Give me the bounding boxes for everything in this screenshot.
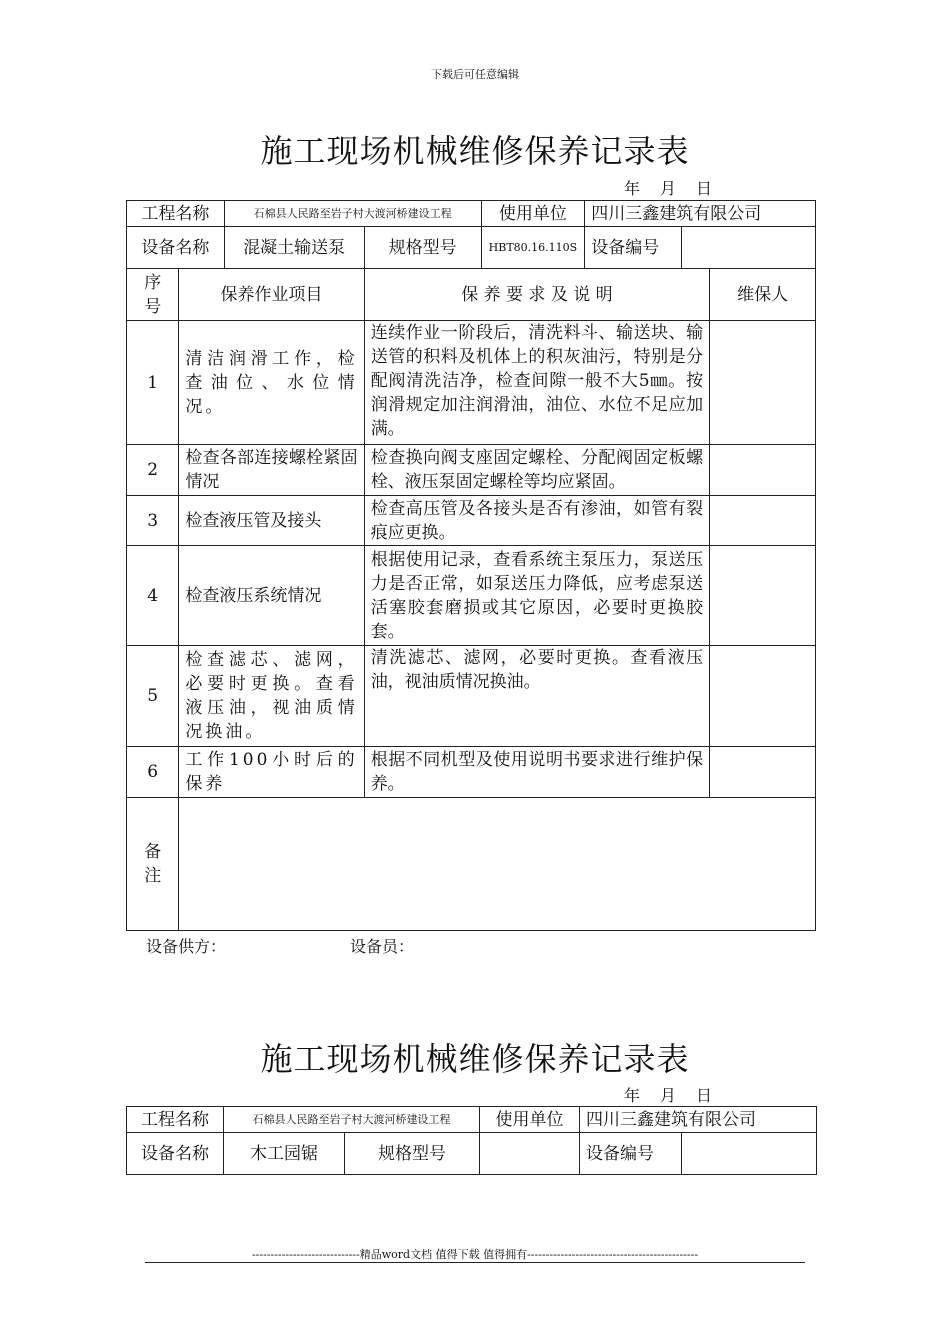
seq-header: 序号 [127,269,179,321]
table-row [127,646,816,747]
row-maintainer[interactable] [710,321,816,445]
form2-equipment-row [127,1133,817,1175]
model-label: 规格型号 [364,227,481,269]
row-item: 检查各部连接螺栓紧固情况 [179,445,364,496]
remark-value[interactable] [179,798,816,931]
remark-label: 备注 [127,798,179,931]
table-row [127,747,816,798]
equipment-label: 设备名称 [127,1133,224,1175]
equipment-value[interactable]: 木工园锯 [224,1133,345,1175]
form2-project-row [127,1107,817,1133]
row-maintainer[interactable] [710,546,816,646]
row-maintainer[interactable] [710,445,816,496]
number-label: 设备编号 [585,227,682,269]
row-seq: 1 [127,321,179,445]
form1-date-label: 年 月 日 [624,179,715,198]
footer-text: -----------------------------精品word文档 值得下载 值得拥有---------------------------------------------- [251,1248,699,1261]
unit-value[interactable]: 四川三鑫建筑有限公司 [580,1107,817,1133]
row-seq: 6 [127,747,179,798]
table-row [127,546,816,646]
number-value[interactable] [681,227,815,269]
row-seq: 3 [127,496,179,546]
equipment-label: 设备名称 [127,227,225,269]
model-value[interactable]: HBT80.16.110S [481,227,585,269]
form1-table [126,200,816,931]
table-row [127,321,816,445]
item-header: 保养作业项目 [179,269,364,321]
supplier-label: 设备供方： [146,937,227,956]
form1-project-row [127,201,816,227]
row-requirement: 检查高压管及各接头是否有渗油，如管有裂痕应更换。 [364,496,709,546]
row-item: 工作100小时后的保养 [179,747,364,798]
form2-title: 施工现场机械维修保养记录表 [260,1040,690,1078]
row-maintainer[interactable] [710,747,816,798]
form1-title: 施工现场机械维修保养记录表 [260,132,690,170]
row-item: 检查滤芯、滤网，必要时更换。查看液压油，视油质情况换油。 [179,646,364,747]
row-requirement: 清洗滤芯、滤网，必要时更换。查看液压油，视油质情况换油。 [364,646,709,747]
row-seq: 2 [127,445,179,496]
project-value[interactable]: 石棉县人民路至岩子村大渡河桥建设工程 [224,1107,480,1133]
number-value[interactable] [682,1133,817,1175]
operator-label: 设备员： [350,937,415,956]
row-requirement: 连续作业一阶段后，清洗料斗、输送块、输送管的积料及机体上的积灰油污，特别是分配阀清洗洁净，检查间隙一般不大5㎜。按润滑规定加注润滑油，油位、水位不足应加满。 [364,321,709,445]
row-item: 检查液压管及接头 [179,496,364,546]
maintainer-header: 维保人 [710,269,816,321]
table-row [127,496,816,546]
row-requirement: 根据使用记录，查看系统主泵压力，泵送压力是否正常，如泵送压力降低，应考虑泵送活塞胶套磨损或其它原因，必要时更换胶套。 [364,546,709,646]
model-label: 规格型号 [345,1133,480,1175]
unit-value[interactable]: 四川三鑫建筑有限公司 [585,201,816,227]
row-requirement: 检查换向阀支座固定螺栓、分配阀固定板螺栓、液压泵固定螺栓等均应紧固。 [364,445,709,496]
form1-equipment-row [127,227,816,269]
form2-table [126,1106,817,1175]
row-seq: 5 [127,646,179,747]
project-label: 工程名称 [127,1107,224,1133]
row-item: 检查液压系统情况 [179,546,364,646]
project-label: 工程名称 [127,201,225,227]
unit-label: 使用单位 [481,201,585,227]
row-requirement: 根据不同机型及使用说明书要求进行维护保养。 [364,747,709,798]
row-maintainer[interactable] [710,496,816,546]
project-value[interactable]: 石棉县人民路至岩子村大渡河桥建设工程 [224,201,481,227]
number-label: 设备编号 [580,1133,682,1175]
footer-rule [145,1262,805,1263]
requirement-header: 保 养 要 求 及 说 明 [364,269,709,321]
model-value[interactable] [480,1133,580,1175]
row-maintainer[interactable] [710,646,816,747]
equipment-value[interactable]: 混凝土输送泵 [224,227,364,269]
row-seq: 4 [127,546,179,646]
form2-date-label: 年 月 日 [624,1086,715,1105]
table-row [127,445,816,496]
form1-column-header-row [127,269,816,321]
header-note: 下载后可任意编辑 [431,68,519,81]
unit-label: 使用单位 [480,1107,580,1133]
form1-remark-row [127,798,816,931]
row-item: 清洁润滑工作，检查油位、水位情况。 [179,321,364,445]
